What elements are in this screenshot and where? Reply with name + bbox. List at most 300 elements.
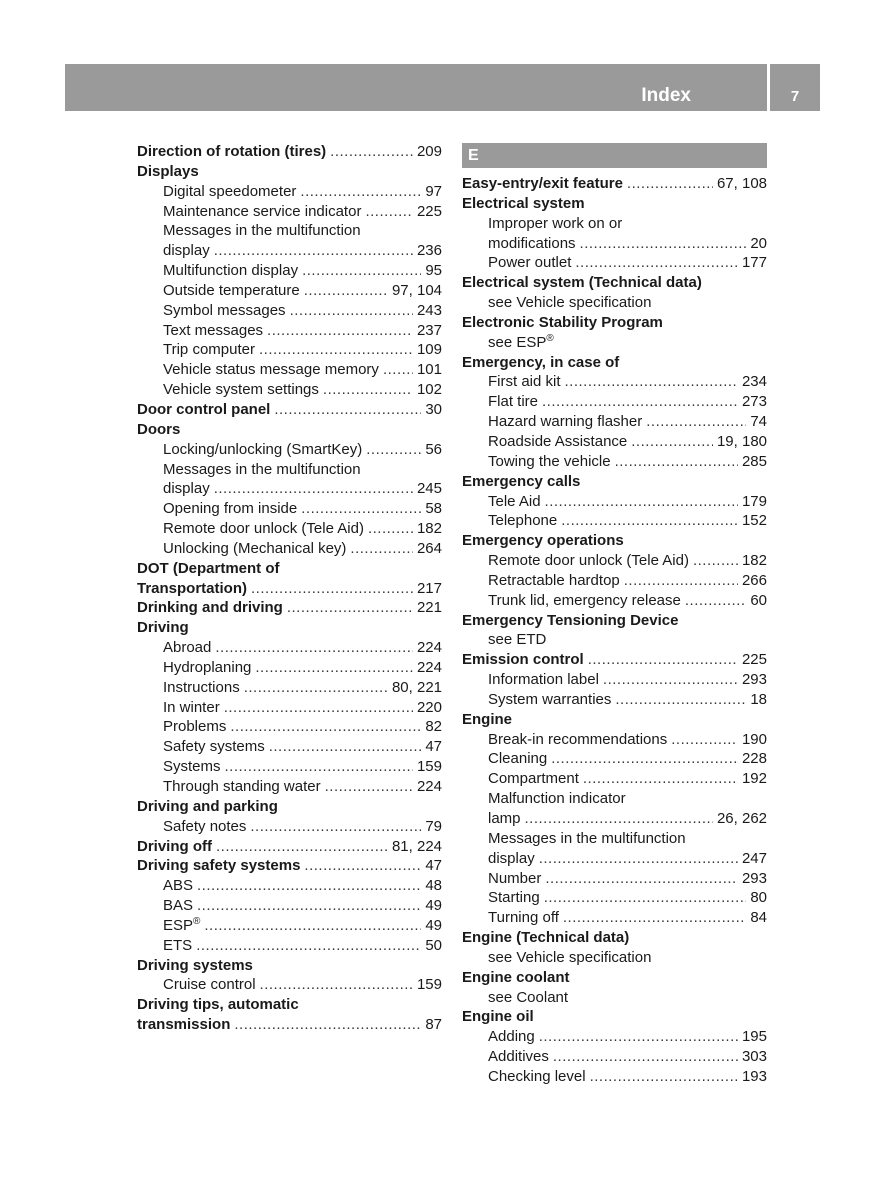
entry-label: Driving off [137,837,212,855]
leader-dots [214,241,413,261]
entry-label: Driving [137,619,189,637]
entry-label: display [488,849,535,867]
index-entry [137,440,442,460]
index-entry [462,1007,767,1027]
index-entry [137,519,442,539]
entry-page-ref: 192 [741,770,767,788]
index-entry [462,372,767,392]
entry-page-ref: 266 [741,571,767,589]
leader-dots [525,809,713,829]
index-entry [462,670,767,690]
index-entry [462,214,767,234]
entry-label: Remote door unlock (Tele Aid) [163,520,364,538]
entry-page-ref: 101 [416,361,442,379]
index-entry [462,769,767,789]
entry-label: ETS [163,936,193,954]
entry-page-ref: 236 [416,242,442,260]
leader-dots [251,579,413,599]
index-entry [462,611,767,631]
entry-label: Doors [137,420,181,438]
index-entry [462,908,767,928]
entry-label: Additives [488,1048,549,1066]
entry-page-ref: 243 [416,301,442,319]
entry-page-ref: 95 [425,262,442,280]
entry-page-ref: 225 [741,651,767,669]
entry-page-ref: 56 [425,440,442,458]
entry-label: Emission control [462,651,584,669]
index-entry [462,710,767,730]
entry-page-ref: 264 [416,539,442,557]
entry-label: see Vehicle specification [488,294,652,312]
entry-label: DOT (Department of [137,559,280,577]
entry-label: Break-in recommendations [488,730,668,748]
entry-label: Through standing water [163,778,321,795]
entry-label: Digital speedometer [163,182,297,200]
entry-page-ref: 293 [741,671,767,689]
leader-dots [539,1027,738,1047]
index-entry [137,559,442,579]
leader-dots [287,598,413,618]
index-entry [462,511,767,531]
entry-page-ref: 79 [425,817,442,835]
leader-dots [383,360,413,380]
entry-label: Engine (Technical data) [462,929,630,947]
leader-dots [267,321,413,341]
leader-dots [304,856,421,876]
index-entry [462,492,767,512]
entry-page-ref: 82 [425,718,442,736]
index-entry [462,1047,767,1067]
index-entry [462,392,767,412]
entry-label: Multifunction display [163,262,299,280]
entry-page-ref: 26, 262 [716,810,767,827]
entry-label: see Coolant [488,988,569,1006]
leader-dots [627,174,713,194]
leader-dots [225,757,413,777]
entry-page-ref: 58 [425,500,442,518]
index-entry [137,579,442,599]
entry-page-ref: 195 [741,1028,767,1046]
index-entry [137,598,442,618]
index-entry [462,353,767,373]
entry-label: Engine coolant [462,968,570,986]
entry-label: transmission [137,1016,231,1034]
leader-dots [615,452,738,472]
index-entry [137,202,442,222]
entry-page-ref: 159 [416,976,442,994]
entry-label: Vehicle status message memory [163,361,379,379]
index-entry [137,757,442,777]
leader-dots [269,737,422,757]
entry-page-ref: 221 [416,599,442,617]
index-entry [137,420,442,440]
leader-dots [545,492,738,512]
index-entry [462,849,767,869]
index-entry [462,888,767,908]
leader-dots [290,301,413,321]
entry-page-ref: 81, 224 [391,837,442,855]
entry-label: Retractable hardtop [488,571,620,589]
entry-label: Electrical system (Technical data) [462,274,702,292]
entry-page-ref: 225 [416,202,442,220]
entry-label: Electronic Stability Program [462,313,663,331]
index-entry [462,749,767,769]
index-entry [462,234,767,254]
index-entry [462,690,767,710]
entry-page-ref: 87 [425,1016,442,1034]
leader-dots [214,479,413,499]
index-entry [137,360,442,380]
entry-page-ref: 47 [425,738,442,756]
leader-dots [365,202,413,222]
entry-page-ref: 217 [416,579,442,597]
index-entry [137,777,442,797]
index-entry [137,1015,442,1035]
entry-page-ref: 303 [741,1048,767,1066]
entry-label: Easy-entry/exit feature [462,175,623,192]
entry-label: Driving tips, automatic [137,996,299,1014]
entry-label: Opening from inside [163,500,298,518]
index-entry [137,678,442,698]
index-entry [137,281,442,301]
index-entry [462,174,767,194]
leader-dots [300,182,421,202]
index-entry [137,182,442,202]
leader-dots [615,690,746,710]
leader-dots [215,638,413,658]
entry-label: Vehicle system settings [163,381,319,399]
entry-label: Power outlet [488,254,572,272]
leader-dots [631,432,713,452]
leader-dots [542,392,738,412]
entry-label: ABS [163,877,194,895]
entry-label: Turning off [488,909,559,927]
index-entry [137,221,442,241]
leader-dots [350,539,413,559]
entry-label: Tele Aid [488,492,541,510]
leader-dots [565,372,738,392]
entry-label: Cruise control [163,976,256,994]
leader-dots [255,658,413,678]
leader-dots [301,499,421,519]
index-entry [462,988,767,1008]
leader-dots [580,234,747,254]
index-entry [137,638,442,658]
leader-dots [230,717,421,737]
entry-page-ref: 30 [425,400,442,418]
leader-dots [366,440,421,460]
index-entry [137,460,442,480]
index-entry [462,333,767,353]
entry-label: display [163,480,210,498]
leader-dots [368,519,413,539]
entry-label: Problems [163,718,227,736]
index-entry [137,321,442,341]
entry-page-ref: 220 [416,698,442,716]
leader-dots [545,869,738,889]
leader-dots [671,730,738,750]
index-entry [137,539,442,559]
entry-label: Transportation) [137,579,248,597]
entry-label: Outside temperature [163,281,300,299]
index-entry [462,869,767,889]
entry-label: Safety systems [163,738,265,756]
leader-dots [302,261,421,281]
leader-dots [197,896,421,916]
entry-page-ref: 80 [750,889,767,907]
entry-label: see Vehicle specification [488,948,652,966]
entry-label: Driving systems [137,956,253,974]
entry-page-ref: 102 [416,381,442,399]
entry-label: Symbol messages [163,301,286,319]
entry-label: Remote door unlock (Tele Aid) [488,552,689,570]
entry-page-ref: 60 [750,591,767,609]
entry-label: Emergency Tensioning Device [462,611,679,629]
entry-label: System warranties [488,690,612,708]
leader-dots [204,916,421,936]
index-entry [137,717,442,737]
entry-label: Improper work on or [488,214,623,232]
entry-page-ref: 224 [416,658,442,676]
index-entry [137,737,442,757]
entry-label: Information label [488,671,599,689]
entry-label: Cleaning [488,750,548,768]
entry-page-ref: 49 [425,916,442,934]
entry-label: Trunk lid, emergency release [488,591,681,609]
leader-dots [588,650,738,670]
leader-dots [539,849,738,869]
leader-dots [244,678,388,698]
index-entry [462,650,767,670]
leader-dots [624,571,738,591]
entry-label: Messages in the multifunction [163,222,361,240]
entry-label: Emergency operations [462,532,624,550]
entry-label: Checking level [488,1067,586,1085]
index-entry [462,412,767,432]
index-entry [137,698,442,718]
entry-label: Text messages [163,321,264,339]
entry-page-ref: 67, 108 [716,175,767,192]
index-entry [137,817,442,837]
entry-label: Driving and parking [137,797,278,815]
entry-page-ref: 224 [416,639,442,657]
index-entry [137,301,442,321]
index-column-left [137,142,442,1035]
entry-label: Malfunction indicator [488,790,626,808]
entry-page-ref: 84 [750,909,767,927]
entry-page-ref: 48 [425,877,442,895]
leader-dots [685,591,746,611]
index-entry [462,551,767,571]
index-entry [462,1067,767,1087]
leader-dots [563,908,746,928]
entry-label: ESP® [163,915,201,934]
index-entry [137,241,442,261]
leader-dots [646,412,746,432]
page-title: Index [641,85,691,106]
index-entry [137,975,442,995]
entry-label: Drinking and driving [137,599,283,617]
index-entry [462,253,767,273]
entry-label: In winter [163,698,220,716]
entry-label: Safety notes [163,817,247,835]
index-entry [137,142,442,162]
leader-dots [197,876,421,896]
leader-dots [260,975,413,995]
entry-label: Messages in the multifunction [163,460,361,478]
entry-page-ref: 80, 221 [391,678,442,696]
page-number: 7 [790,88,800,105]
entry-page-ref: 50 [425,936,442,954]
entry-label: Displays [137,162,199,180]
entry-label: Door control panel [137,400,271,418]
entry-page-ref: 177 [741,254,767,272]
entry-page-ref: 273 [741,393,767,411]
entry-page-ref: 293 [741,869,767,887]
index-entry [137,956,442,976]
entry-label: Trip computer [163,341,255,359]
index-entry [462,630,767,650]
index-entry [462,472,767,492]
leader-dots [234,1015,421,1035]
entry-label: BAS [163,897,194,915]
entry-label: Hydroplaning [163,658,252,676]
index-entry [462,809,767,829]
index-entry [137,797,442,817]
index-entry [137,340,442,360]
entry-page-ref: 47 [425,857,442,875]
entry-page-ref: 228 [741,750,767,768]
entry-label: Abroad [163,639,212,657]
leader-dots [250,817,421,837]
leader-dots [561,511,738,531]
index-entry [462,829,767,849]
leader-dots [323,380,413,400]
entry-label: lamp [488,810,521,827]
index-entry [137,618,442,638]
index-entry [462,273,767,293]
index-entry [137,261,442,281]
index-entry [137,479,442,499]
leader-dots [259,340,413,360]
index-entry [462,591,767,611]
index-entry [462,571,767,591]
index-entry [462,948,767,968]
leader-dots [544,888,747,908]
index-column-right [462,142,767,1087]
leader-dots [553,1047,738,1067]
index-entry [137,400,442,420]
index-entry [137,995,442,1015]
entry-label: Adding [488,1028,535,1046]
index-entry [462,452,767,472]
entry-page-ref: 74 [750,413,767,431]
entry-page-ref: 159 [416,758,442,776]
leader-dots [224,698,413,718]
entry-page-ref: 179 [741,492,767,510]
leader-dots [551,749,738,769]
index-entry [137,837,442,857]
entry-label: Systems [163,758,221,776]
entry-page-ref: 152 [741,512,767,530]
entry-label: Roadside Assistance [488,432,628,450]
index-entry [462,432,767,452]
index-entry [137,896,442,916]
index-entry [462,293,767,313]
entry-page-ref: 237 [416,321,442,339]
leader-dots [216,837,388,857]
entry-label: Electrical system [462,194,585,212]
entry-label: Direction of rotation (tires) [137,143,327,160]
entry-page-ref: 20 [750,234,767,252]
entry-page-ref: 97, 104 [391,281,442,299]
entry-page-ref: 234 [741,373,767,391]
leader-dots [304,281,388,301]
entry-page-ref: 109 [416,341,442,359]
entry-label: Unlocking (Mechanical key) [163,539,347,557]
leader-dots [590,1067,738,1087]
leader-dots [575,253,738,273]
index-entry [462,1027,767,1047]
section-entries [462,174,767,1087]
entry-page-ref: 190 [741,730,767,748]
leader-dots [325,777,413,797]
index-entry [137,162,442,182]
entry-page-ref: 285 [741,452,767,470]
entry-page-ref: 245 [416,480,442,498]
entry-page-ref: 49 [425,897,442,915]
index-entry [137,876,442,896]
index-entry [137,916,442,936]
entry-label: Starting [488,889,540,907]
entry-page-ref: 97 [425,182,442,200]
entry-label: Locking/unlocking (SmartKey) [163,440,363,458]
entry-label: see ETD [488,631,547,649]
entry-label: Messages in the multifunction [488,829,686,847]
index-entry [462,531,767,551]
entry-page-ref: 193 [741,1067,767,1085]
entry-label: Compartment [488,770,579,788]
entry-label: Engine [462,710,513,728]
entry-label: Number [488,869,542,887]
entry-label: display [163,242,210,260]
entry-label: Emergency calls [462,472,581,490]
leader-dots [693,551,738,571]
index-entry [137,856,442,876]
index-entry [462,313,767,333]
entry-label: Hazard warning flasher [488,413,643,431]
entry-label: Driving safety systems [137,857,301,875]
index-entry [137,499,442,519]
entry-page-ref: 182 [416,520,442,538]
leader-dots [583,769,738,789]
entry-label: Telephone [488,512,558,530]
entry-label: Instructions [163,678,240,696]
index-entry [462,928,767,948]
entry-label: Emergency, in case of [462,353,620,371]
entry-label: Towing the vehicle [488,452,611,470]
entry-label: see ESP® [488,332,554,351]
entry-label: Engine oil [462,1008,534,1026]
index-entry [137,936,442,956]
entry-label: Maintenance service indicator [163,202,362,220]
leader-dots [330,142,413,162]
index-entry [462,194,767,214]
index-entry [462,968,767,988]
entry-page-ref: 224 [416,778,442,795]
entry-page-ref: 19, 180 [716,432,767,450]
index-entry [462,789,767,809]
